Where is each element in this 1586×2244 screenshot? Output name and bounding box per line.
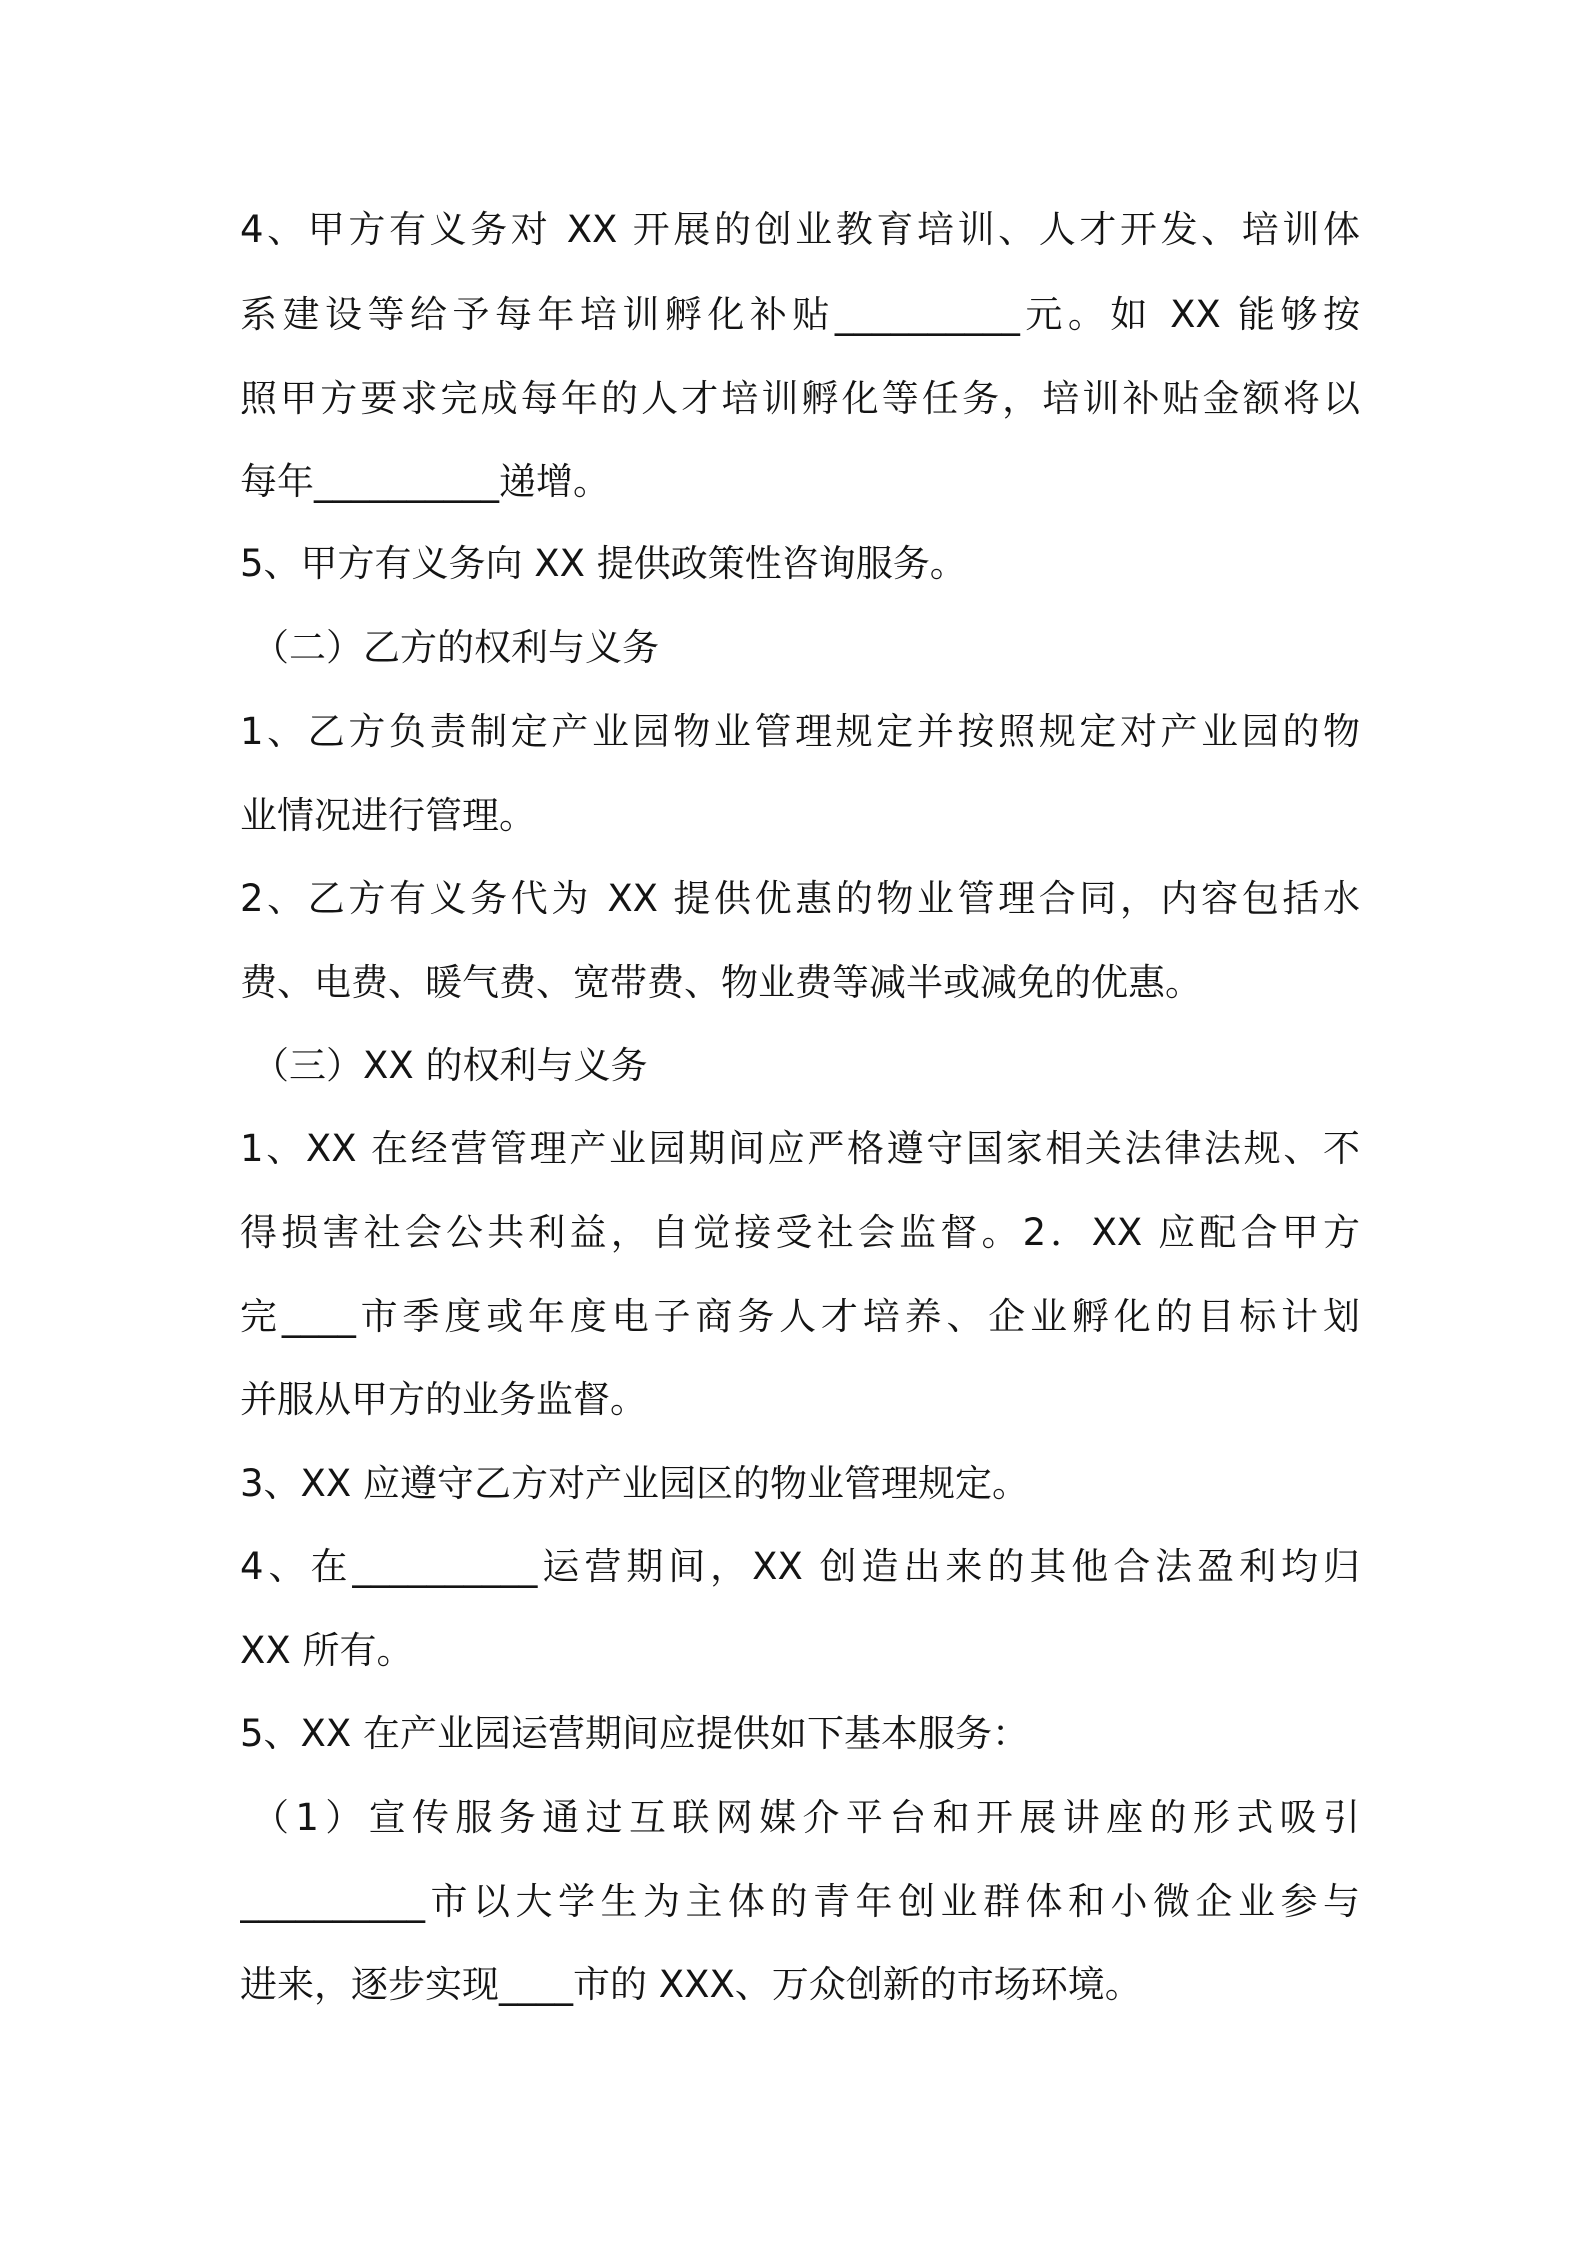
clause-4-party-a-line-2: 系建设等给予每年培训孵化补贴__________元。如 XX 能够按 <box>240 293 1360 336</box>
service-item-1-line-3: 进来，逐步实现____市的 XXX、万众创新的市场环境。 <box>240 1963 1142 2006</box>
section-heading-party-b: （二）乙方的权利与义务 <box>252 626 659 669</box>
clause-3-xx: 3、XX 应遵守乙方对产业园区的物业管理规定。 <box>240 1462 1029 1505</box>
clause-1-party-b-line-1: 1、乙方负责制定产业园物业管理规定并按照规定对产业园的物 <box>240 710 1360 753</box>
clause-4-party-a-line-3: 照甲方要求完成每年的人才培训孵化等任务，培训补贴金额将以 <box>240 377 1360 420</box>
clause-4-party-a-line-1: 4、甲方有义务对 XX 开展的创业教育培训、人才开发、培训体 <box>240 208 1360 251</box>
clause-2-party-b-line-2: 费、电费、暖气费、宽带费、物业费等减半或减免的优惠。 <box>240 961 1202 1004</box>
clause-1-xx-line-1: 1、XX 在经营管理产业园期间应严格遵守国家相关法律法规、不 <box>240 1127 1360 1170</box>
clause-5-party-a: 5、甲方有义务向 XX 提供政策性咨询服务。 <box>240 542 967 585</box>
clause-2-xx-line-2: 并服从甲方的业务监督。 <box>240 1378 647 1421</box>
clause-4-xx-line-1: 4、在__________运营期间，XX 创造出来的其他合法盈利均归 <box>240 1545 1360 1588</box>
service-item-1-line-1: （1）宣传服务通过互联网媒介平台和开展讲座的形式吸引 <box>252 1796 1360 1839</box>
clause-2-party-b-line-1: 2、乙方有义务代为 XX 提供优惠的物业管理合同，内容包括水 <box>240 877 1360 920</box>
clause-1-party-b-line-2: 业情况进行管理。 <box>240 794 536 837</box>
clause-4-xx-line-2: XX 所有。 <box>240 1629 414 1672</box>
clause-5-xx: 5、XX 在产业园运营期间应提供如下基本服务： <box>240 1712 1029 1755</box>
clause-1-xx-line-2: 得损害社会公共利益，自觉接受社会监督。2．XX 应配合甲方 <box>240 1211 1360 1254</box>
service-item-1-line-2: __________市以大学生为主体的青年创业群体和小微企业参与 <box>240 1880 1360 1923</box>
clause-4-party-a-line-4: 每年__________递增。 <box>240 460 610 503</box>
clause-2-xx-line-1: 完____市季度或年度电子商务人才培养、企业孵化的目标计划 <box>240 1295 1360 1338</box>
section-heading-xx: （三）XX 的权利与义务 <box>252 1044 648 1087</box>
